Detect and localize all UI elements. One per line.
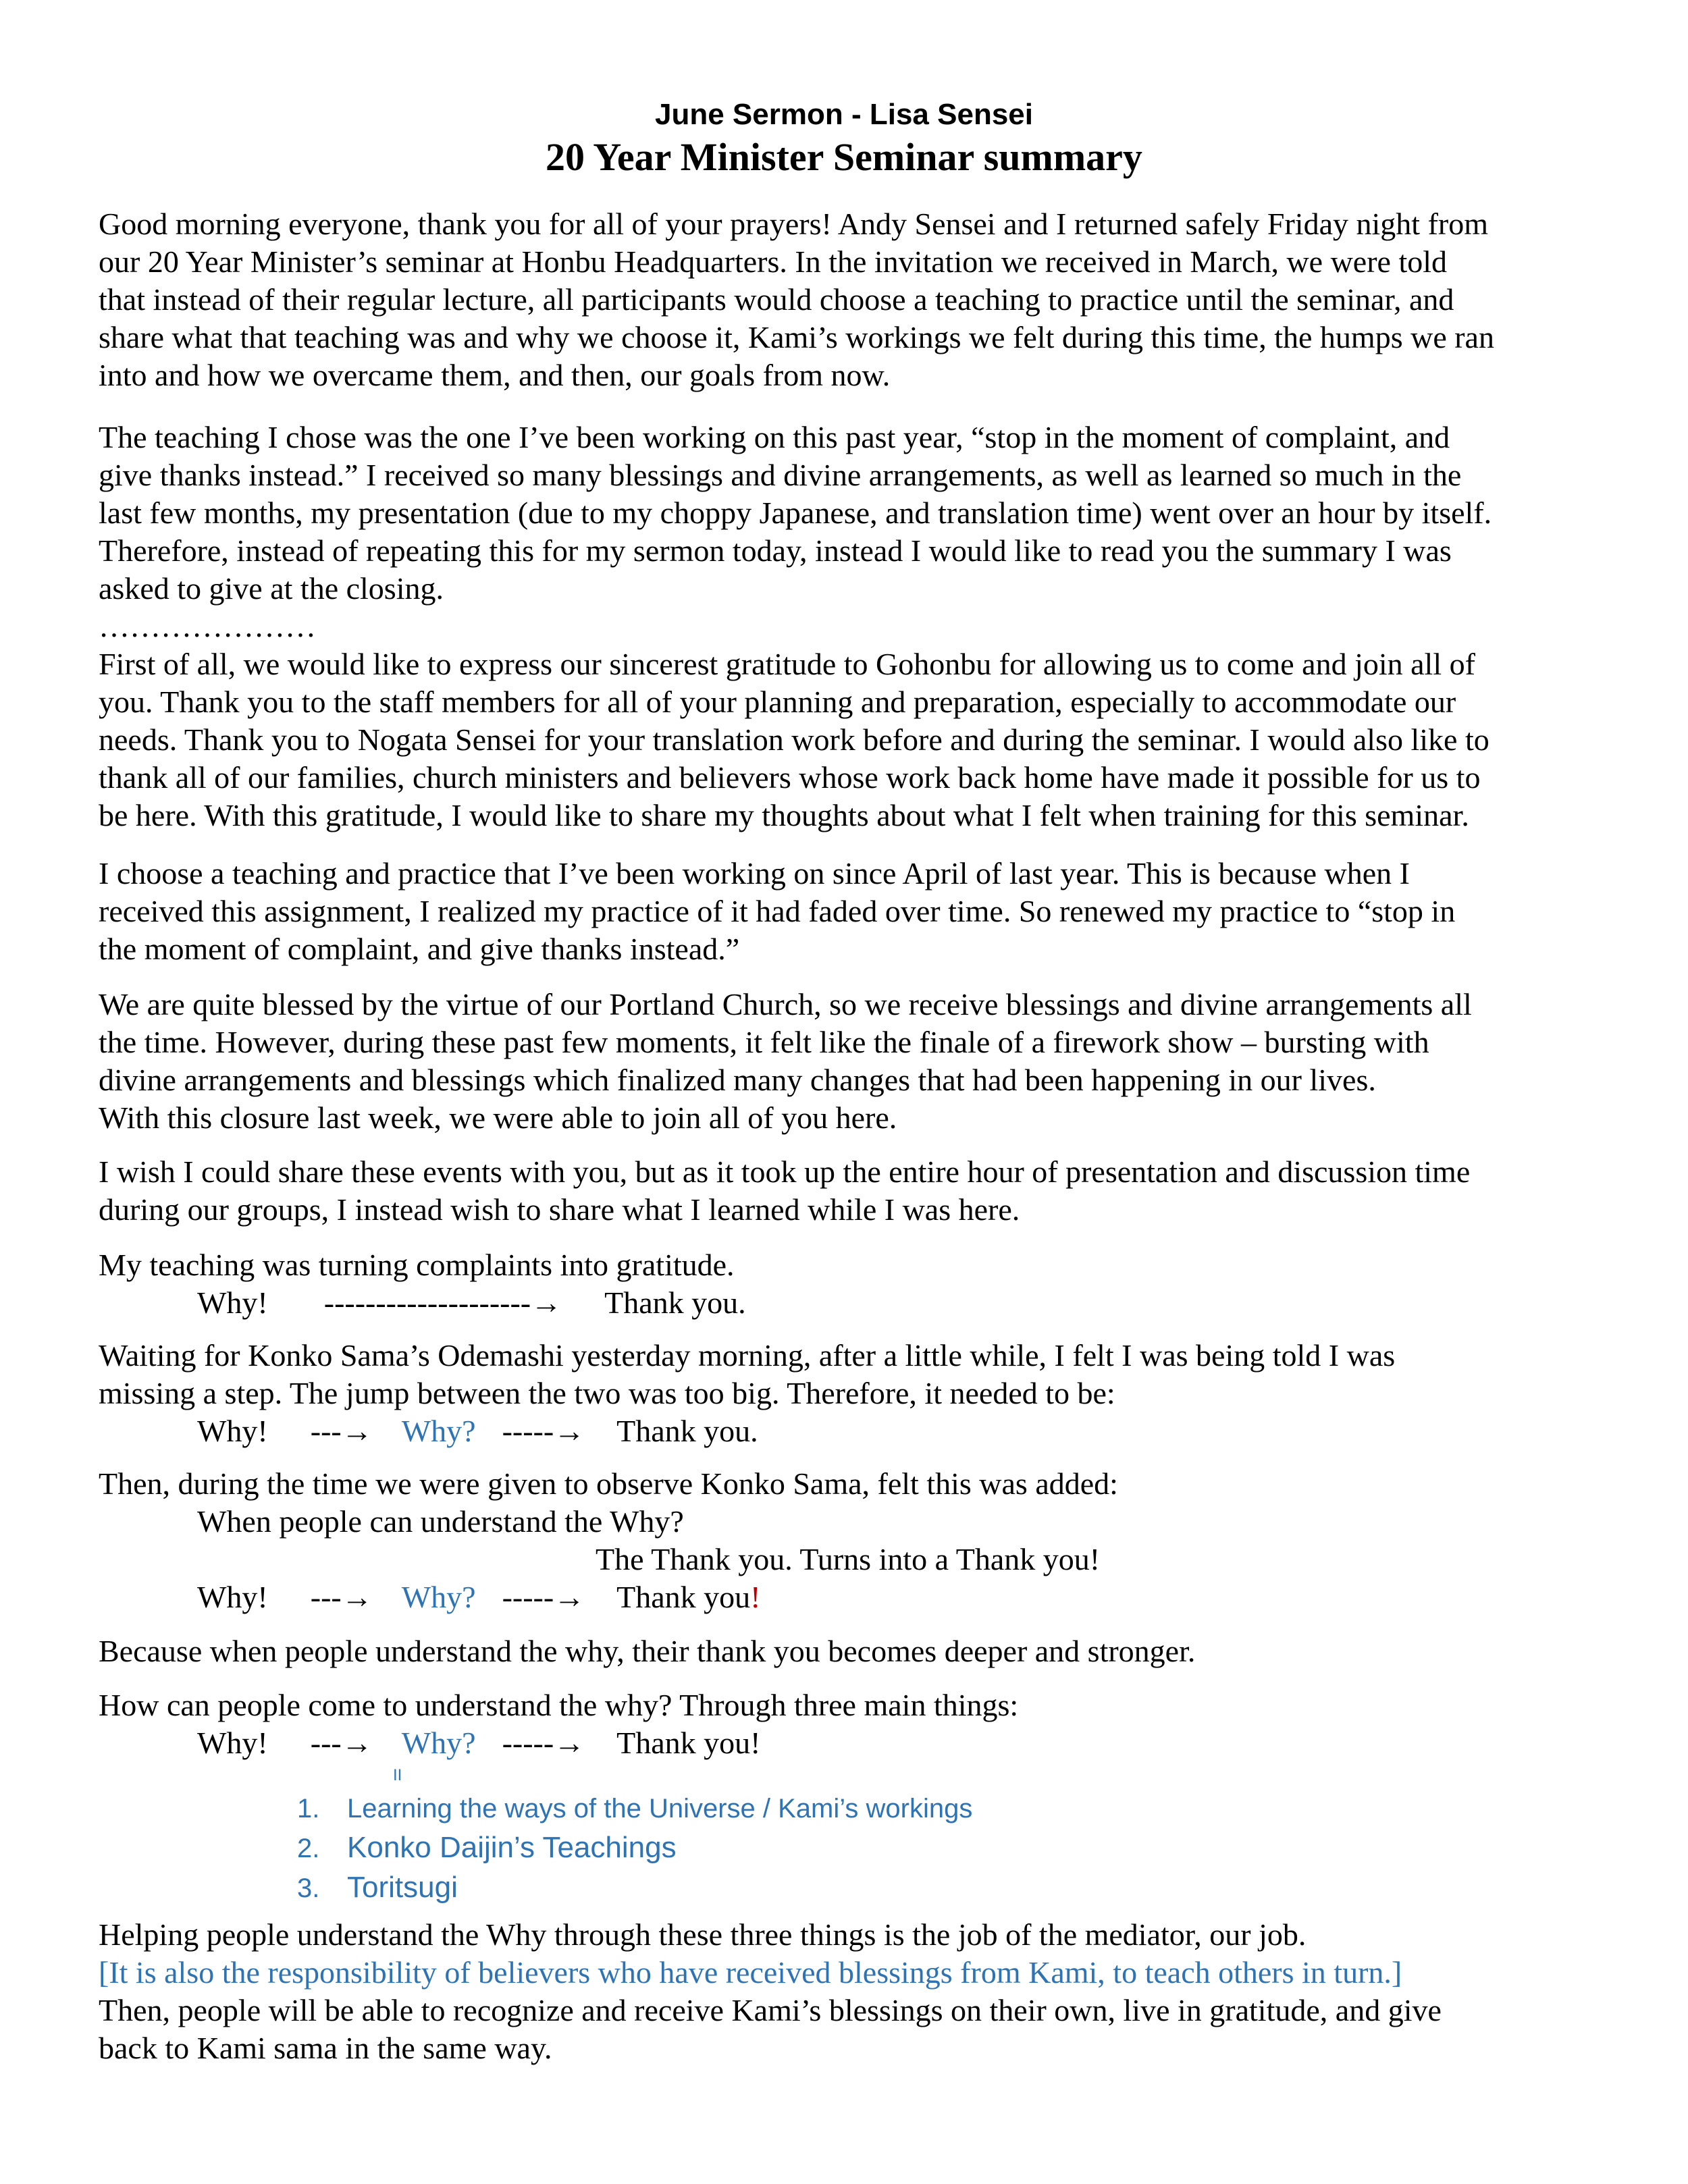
list-text: Learning the ways of the Universe / Kami’s workings xyxy=(347,1794,973,1823)
text-line: My teaching was turning complaints into gratitude. xyxy=(99,1248,735,1282)
text-line: thank all of our families, church ministers and believers whose work back home have made it possible for us to xyxy=(99,760,1481,795)
text-line: How can people come to understand the why? Through three main things: xyxy=(99,1688,1019,1722)
flow-why-question: Why? xyxy=(401,1580,476,1614)
flow-arrow: -----→ xyxy=(502,1726,585,1760)
flow-why: Why! xyxy=(197,1580,268,1614)
flow-arrow: ---→ xyxy=(310,1580,373,1614)
text-line: that instead of their regular lecture, all participants would choose a teaching to practice until the seminar, and xyxy=(99,282,1454,317)
flow-line-4 xyxy=(197,1724,761,1762)
text-line: Good morning everyone, thank you for all of your prayers! Andy Sensei and I returned safely Friday night from xyxy=(99,207,1488,241)
text-line: be here. With this gratitude, I would like to share my thoughts about what I felt when training for this seminar. xyxy=(99,798,1469,832)
document-title: 20 Year Minister Seminar summary xyxy=(546,135,1142,179)
text-line: into and how we overcame them, and then, our goals from now. xyxy=(99,358,891,392)
text-line: you. Thank you to the staff members for all of your planning and preparation, especially to accommodate our xyxy=(99,685,1456,719)
paragraph-practice xyxy=(99,855,1618,968)
flow-line-2 xyxy=(197,1412,758,1450)
paragraph-blessings xyxy=(99,986,1618,1137)
document-subtitle: June Sermon - Lisa Sensei xyxy=(655,98,1033,131)
flow-thanks: Thank you xyxy=(616,1580,751,1614)
dotted-separator: ………………… xyxy=(99,609,316,643)
paragraph-my-teaching xyxy=(99,1246,1618,1284)
list-number: 3. xyxy=(297,1873,320,1903)
flow-thanks: Thank you. xyxy=(604,1285,746,1320)
flow-why: Why! xyxy=(197,1285,268,1320)
paragraph-how xyxy=(99,1686,1618,1724)
text-line: received this assignment, I realized my practice of it had faded over time. So renewed my practice to “stop in xyxy=(99,894,1456,928)
flow-why-question: Why? xyxy=(401,1726,476,1760)
indented-question: When people can understand the Why? xyxy=(197,1504,684,1539)
flow-why: Why! xyxy=(197,1414,268,1448)
text-line: our 20 Year Minister’s seminar at Honbu Headquarters. In the invitation we received in March, we were told xyxy=(99,244,1448,279)
flow-arrow: ---→ xyxy=(310,1726,373,1760)
text-line: I wish I could share these events with you, but as it took up the entire hour of presentation and discussion time xyxy=(99,1154,1471,1189)
list-text: Konko Daijin’s Teachings xyxy=(347,1831,677,1864)
flow-thanks: Thank you! xyxy=(616,1726,761,1760)
flow-arrow: --------------------→ xyxy=(323,1285,562,1320)
text-line: back to Kami sama in the same way. xyxy=(99,2031,552,2065)
paragraph-because xyxy=(99,1632,1618,1670)
centered-thanks: The Thank you. Turns into a Thank you! xyxy=(596,1542,1101,1576)
paragraph-teaching-choice xyxy=(99,419,1618,645)
flow-arrow: -----→ xyxy=(502,1580,585,1614)
paragraph-greeting xyxy=(99,205,1618,394)
text-line: Therefore, instead of repeating this for my sermon today, instead I would like to read you the summary I was xyxy=(99,533,1452,568)
flow-line-3 xyxy=(197,1578,761,1616)
paragraph-gratitude xyxy=(99,645,1618,834)
flow-why: Why! xyxy=(197,1726,268,1760)
bracketed-note: [It is also the responsibility of believers who have received blessings from Kami, to teach others in turn.] xyxy=(99,1955,1402,1990)
text-line: missing a step. The jump between the two was too big. Therefore, it needed to be: xyxy=(99,1376,1115,1410)
paragraph-mediator xyxy=(99,1916,1618,2067)
text-line: Helping people understand the Why through these three things is the job of the mediator, our job. xyxy=(99,1917,1307,1952)
text-line: needs. Thank you to Nogata Sensei for your translation work before and during the seminar. I would also like to xyxy=(99,722,1489,757)
flow-why-question: Why? xyxy=(401,1414,476,1448)
equals-marker: II xyxy=(393,1766,402,1784)
text-line: I choose a teaching and practice that I’ve been working on since April of last year. This is because when I xyxy=(99,856,1410,890)
text-line: Waiting for Konko Sama’s Odemashi yesterday morning, after a little while, I felt I was being told I was xyxy=(99,1338,1396,1373)
paragraph-odemashi xyxy=(99,1337,1618,1412)
paragraph-observe xyxy=(99,1465,1618,1503)
text-line: Then, during the time we were given to observe Konko Sama, felt this was added: xyxy=(99,1466,1118,1501)
list-number: 1. xyxy=(297,1794,320,1823)
text-line: last few months, my presentation (due to my choppy Japanese, and translation time) went over an hour by itself. xyxy=(99,496,1492,530)
text-line: the time. However, during these past few moments, it felt like the finale of a firework show – bursting with xyxy=(99,1025,1429,1059)
flow-line-1 xyxy=(197,1284,746,1322)
list-item xyxy=(297,1828,972,1868)
paragraph-share xyxy=(99,1153,1618,1229)
flow-arrow: ---→ xyxy=(310,1414,373,1448)
text-line: With this closure last week, we were able to join all of you here. xyxy=(99,1100,897,1135)
text-line: Because when people understand the why, their thank you becomes deeper and stronger. xyxy=(99,1634,1196,1668)
text-line: divine arrangements and blessings which finalized many changes that had been happening in our lives. xyxy=(99,1063,1376,1097)
flow-exclamation: ! xyxy=(750,1580,761,1614)
text-line: We are quite blessed by the virtue of our Portland Church, so we receive blessings and divine arrangements all xyxy=(99,987,1472,1021)
text-line: The teaching I chose was the one I’ve been working on this past year, “stop in the moment of complaint, and xyxy=(99,420,1450,454)
text-line: asked to give at the closing. xyxy=(99,571,444,606)
list-item xyxy=(297,1868,972,1908)
text-line: during our groups, I instead wish to share what I learned while I was here. xyxy=(99,1192,1020,1227)
numbered-list xyxy=(297,1789,972,1908)
flow-thanks: Thank you. xyxy=(616,1414,758,1448)
text-line: Then, people will be able to recognize and receive Kami’s blessings on their own, live in gratitude, and give xyxy=(99,1993,1442,2027)
text-line: give thanks instead.” I received so many blessings and divine arrangements, as well as learned so much in the xyxy=(99,458,1462,492)
list-text: Toritsugi xyxy=(347,1871,458,1904)
list-number: 2. xyxy=(297,1834,320,1863)
text-line: First of all, we would like to express our sincerest gratitude to Gohonbu for allowing us to come and join all of xyxy=(99,647,1475,681)
text-line: the moment of complaint, and give thanks instead.” xyxy=(99,932,740,966)
flow-arrow: -----→ xyxy=(502,1414,585,1448)
list-item xyxy=(297,1789,972,1828)
text-line: share what that teaching was and why we choose it, Kami’s workings we felt during this time, the humps we ran xyxy=(99,320,1494,354)
